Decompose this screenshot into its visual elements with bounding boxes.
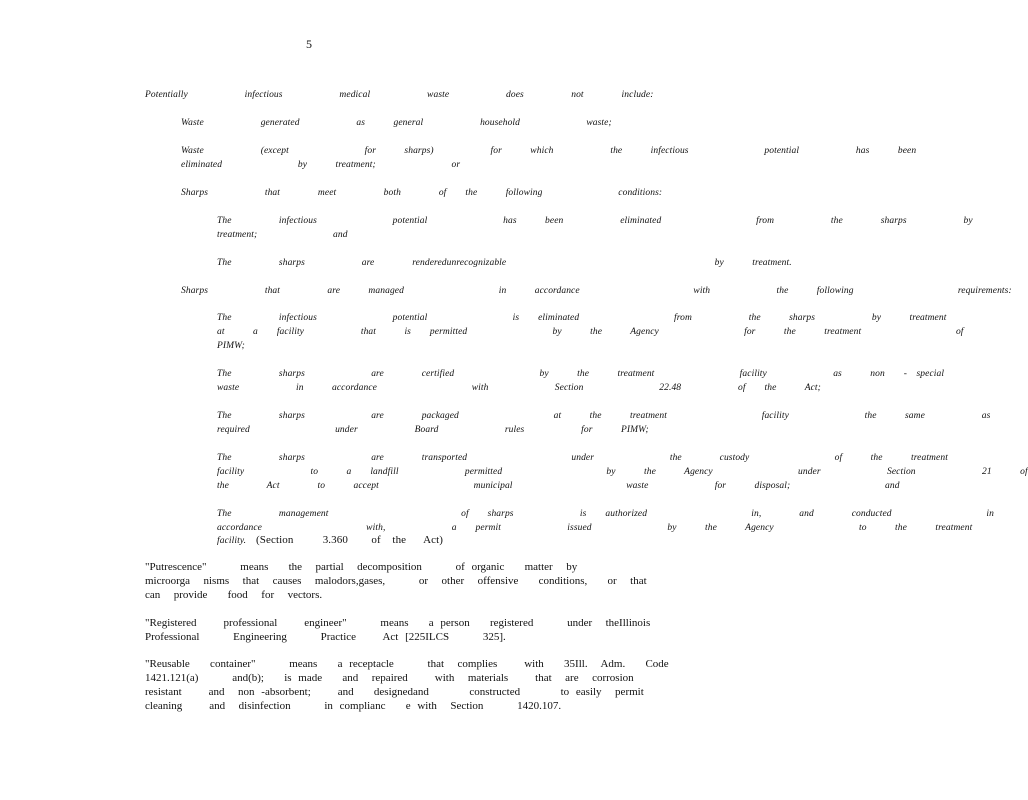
sharps-requirement-management-cont-2: facility.	[217, 536, 247, 546]
sharps-requirement-eliminated-cont: at a facility that is permitted by the Agency for the treatment of	[217, 327, 964, 337]
definition-line: 1421.121(a) and(b); is made and repaired with materials that are corrosion	[145, 672, 634, 684]
sharps-requirement-transported-cont: facility to a landfill permitted by the Agency under Section 21 of	[217, 467, 1028, 477]
definition-line: microorga nisms that causes malodors,gases, or other offensive conditions, or that	[145, 575, 647, 587]
definition-reusable-container	[145, 657, 669, 713]
exclusion-item-household-waste: Waste generated as general household waste;	[181, 118, 612, 128]
sharps-condition-unrecognizable: The sharps are renderedunrecognizable by treatment.	[217, 258, 792, 268]
definition-line: "Registered professional engineer" means a person registered under theIllinois	[145, 617, 651, 629]
definition-registered-professional-engineer	[145, 616, 650, 644]
definition-line: "Reusable container" means a receptacle that complies with 35Ill. Adm. Code	[145, 658, 669, 670]
sharps-requirement-management-cont: accordance with, a permit issued by the Agency to the treatment	[217, 523, 973, 533]
sharps-requirement-transported-cont-2: the Act to accept municipal waste for disposal; and	[217, 481, 900, 491]
exclusions-intro: Potentially infectious medical waste does not include:	[145, 90, 654, 100]
page-number: 5	[306, 37, 312, 51]
definition-line: resistant and non -absorbent; and designedand constructed to easily permit	[145, 686, 644, 698]
exclusion-item-sharps-managed: Sharps that are managed in accordance with the following requirements:	[181, 286, 1012, 296]
sharps-condition-treated: The infectious potential has been eliminated from the sharps by	[217, 216, 973, 226]
sharps-requirement-certified-cont: waste in accordance with Section 22.48 of the Act;	[217, 383, 821, 393]
exclusion-item-sharps-conditions: Sharps that meet both of the following conditions:	[181, 188, 663, 198]
exclusion-item-treated-waste: Waste (except for sharps) for which the infectious potential has been	[181, 146, 917, 156]
sharps-requirement-packaged: The sharps are packaged at the treatment facility the same as	[217, 411, 991, 421]
sharps-requirement-eliminated-cont-2: PIMW;	[217, 341, 245, 351]
sharps-requirement-eliminated: The infectious potential is eliminated from the sharps by treatment	[217, 313, 947, 323]
definition-line: cleaning and disinfection in complianc e with Section 1420.107.	[145, 700, 562, 712]
sharps-requirement-packaged-cont: required under Board rules for PIMW;	[217, 425, 649, 435]
definition-line: Professional Engineering Practice Act [225ILCS 325].	[145, 631, 506, 643]
definition-putrescence	[145, 560, 647, 602]
section-citation: (Section 3.360 of the Act)	[256, 534, 444, 546]
definition-line: "Putrescence" means the partial decomposition of organic matter by	[145, 561, 578, 573]
sharps-condition-treated-cont: treatment; and	[217, 230, 348, 240]
exclusion-item-treated-waste-cont: eliminated by treatment; or	[181, 160, 461, 170]
sharps-requirement-management: The management of sharps is authorized in, and conducted in	[217, 509, 994, 519]
definition-line: can provide food for vectors.	[145, 589, 323, 601]
sharps-requirement-transported: The sharps are transported under the custody of the treatment	[217, 453, 948, 463]
sharps-requirement-certified: The sharps are certified by the treatment facility as non - special	[217, 369, 945, 379]
